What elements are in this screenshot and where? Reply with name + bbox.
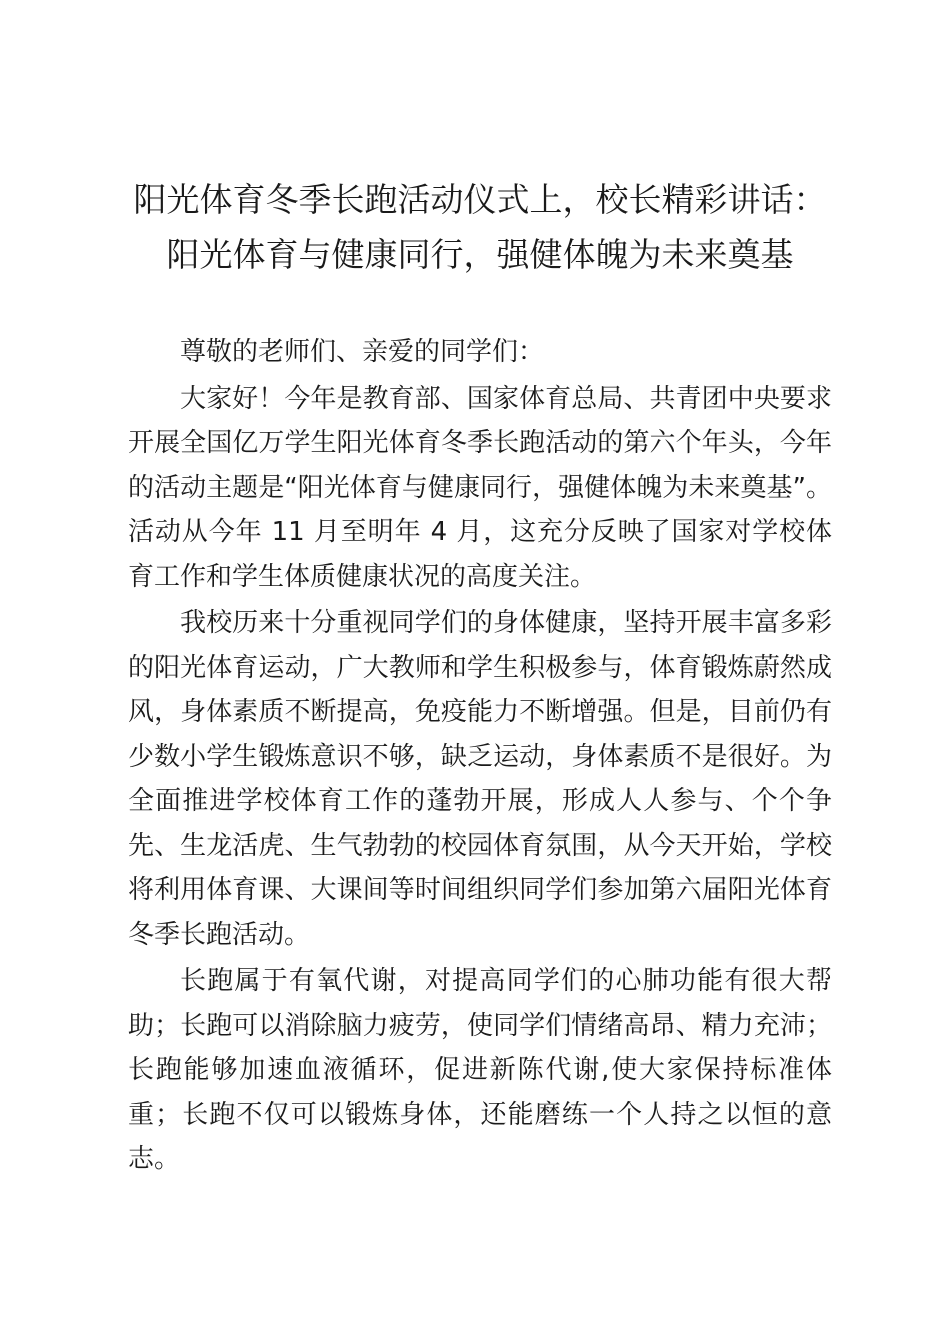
paragraph-3: 长跑属于有氧代谢，对提高同学们的心肺功能有很大帮助；长跑可以消除脑力疲劳，使同学们情绪高昂、精力充沛；长跑能够加速血液循环，促进新陈代谢,使大家保持标准体重；长跑不仅可以锻炼身体，还能磨练一个人持之以恒的意志。 [128,966,832,1174]
document-title: 阳光体育冬季长跑活动仪式上，校长精彩讲话：阳光体育与健康同行，强健体魄为未来奠基 [133,180,827,274]
paragraph-2: 我校历来十分重视同学们的身体健康，坚持开展丰富多彩的阳光体育运动，广大教师和学生积极参与，体育锻炼蔚然成风，身体素质不断提高，免疫能力不断增强。但是，目前仍有少数小学生锻炼意识不够，缺乏运动，身体素质不是很好。为全面推进学校体育工作的蓬勃开展，形成人人参与、个个争先、生龙活虎、生气勃勃的校园体育氛围，从今天开始，学校将利用体育课、大课间等时间组织同学们参加第六届阳光体育冬季长跑活动。 [128,608,832,950]
document-body [128,330,832,1182]
paragraph-1: 大家好！今年是教育部、国家体育总局、共青团中央要求开展全国亿万学生阳光体育冬季长跑活动的第六个年头，今年的活动主题是“阳光体育与健康同行，强健体魄为未来奠基”。活动从今年 11 月至明年 4 月，这充分反映了国家对学校体育工作和学生体质健康状况的高度关注。 [128,383,832,592]
salutation: 尊敬的老师们、亲爱的同学们： [180,337,545,367]
